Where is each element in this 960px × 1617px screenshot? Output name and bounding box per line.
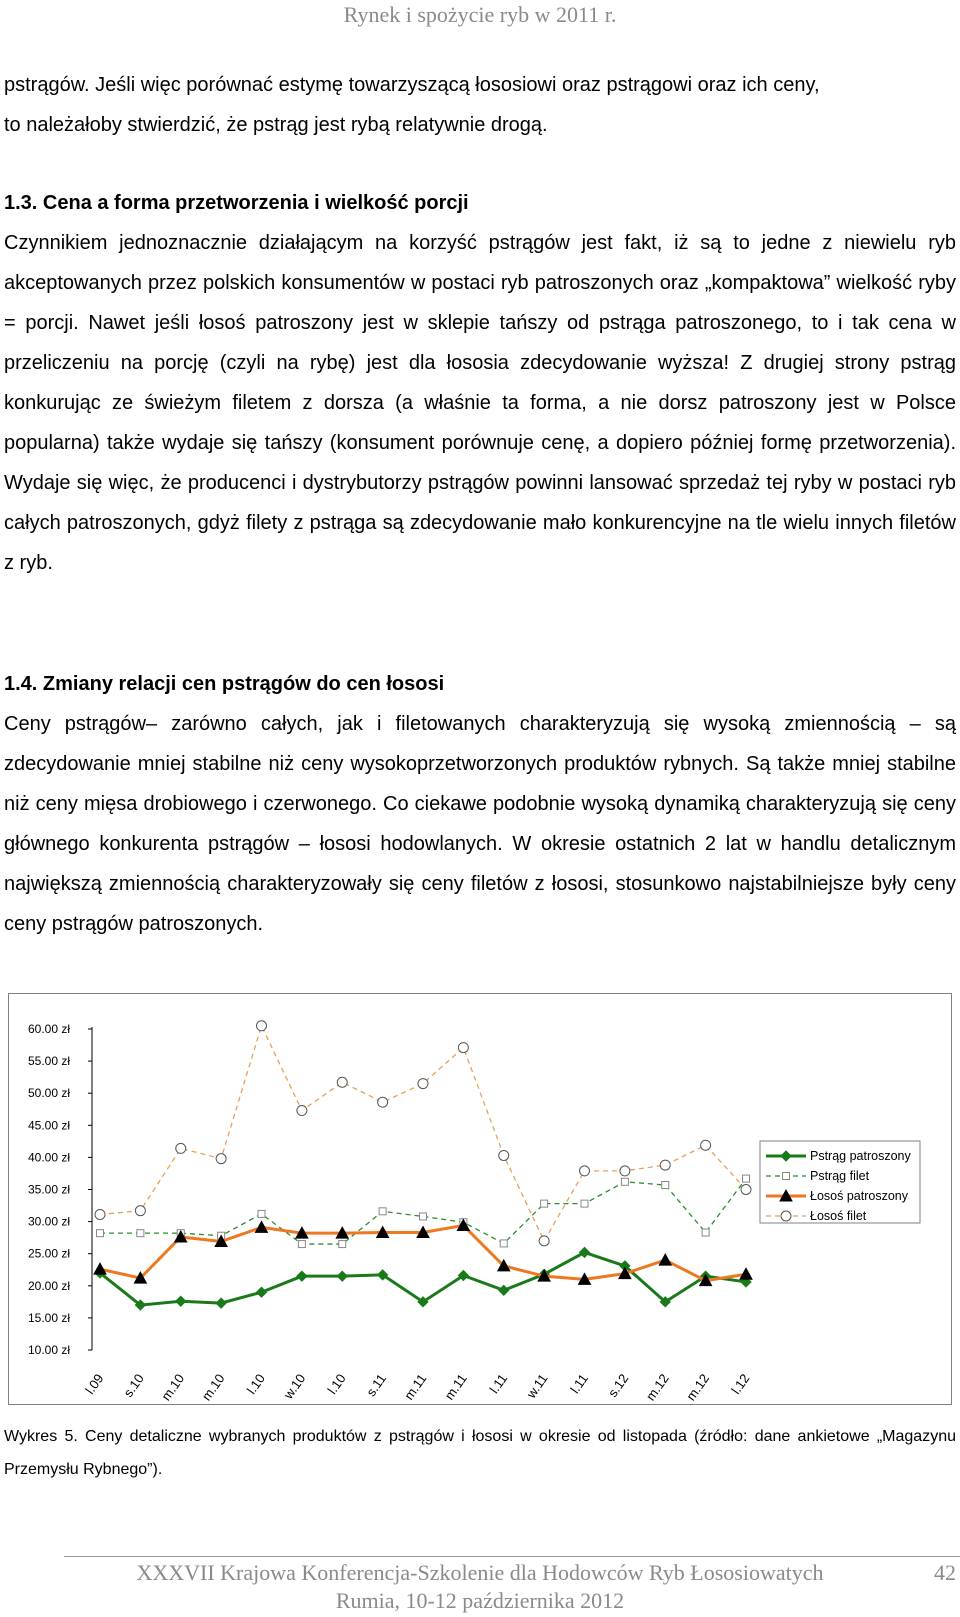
legend-label: Łosoś filet xyxy=(810,1209,867,1223)
data-point xyxy=(741,1185,751,1195)
x-tick-label: s.10 xyxy=(120,1371,147,1400)
data-point xyxy=(216,1154,226,1164)
section-1-3 xyxy=(4,183,956,583)
legend-label: Pstrąg patroszony xyxy=(810,1149,911,1163)
x-tick-label: m.11 xyxy=(401,1371,430,1403)
y-tick-label: 60.00 zł xyxy=(27,1022,70,1036)
x-tick-label: m.10 xyxy=(158,1371,188,1404)
x-tick-label: m.10 xyxy=(198,1371,228,1404)
data-point xyxy=(420,1213,427,1220)
data-point xyxy=(258,1210,265,1217)
data-point xyxy=(580,1166,590,1176)
data-point xyxy=(541,1200,548,1207)
page-number: 42 xyxy=(934,1560,956,1585)
y-tick-label: 15.00 zł xyxy=(27,1310,70,1325)
section-heading: 1.3. Cena a forma przetworzenia i wielkość porcji xyxy=(4,192,469,214)
data-point xyxy=(378,1097,388,1107)
x-tick-label: l.10 xyxy=(243,1371,268,1397)
data-point xyxy=(660,1160,670,1170)
footer-place-date: Rumia, 10-12 października 2012 xyxy=(335,1588,625,1613)
data-point xyxy=(539,1236,549,1246)
y-tick-label: 30.00 zł xyxy=(27,1214,70,1229)
data-point xyxy=(662,1182,669,1189)
y-tick-label: 35.00 zł xyxy=(27,1182,70,1197)
price-chart-svg xyxy=(8,993,952,1405)
legend-label: Łosoś patroszony xyxy=(810,1189,908,1203)
y-tick-label: 25.00 zł xyxy=(27,1246,70,1261)
section-1-4 xyxy=(4,664,956,944)
data-point xyxy=(135,1206,145,1216)
x-tick-label: m.11 xyxy=(441,1371,470,1403)
data-point xyxy=(337,1077,347,1087)
x-tick-label: l.10 xyxy=(324,1371,349,1397)
x-tick-label: l.12 xyxy=(728,1371,753,1397)
figure-caption xyxy=(4,1420,956,1486)
price-chart xyxy=(8,993,952,1405)
x-tick-label: l.11 xyxy=(486,1371,511,1397)
y-tick-label: 40.00 zł xyxy=(27,1150,70,1165)
section-heading: 1.4. Zmiany relacji cen pstrągów do cen łososi xyxy=(4,673,445,695)
data-point xyxy=(257,1021,267,1031)
x-tick-label: m.12 xyxy=(642,1371,672,1404)
legend-marker xyxy=(783,1173,790,1180)
running-header: Rynek i spożycie ryb w 2011 r. xyxy=(343,2,617,27)
data-point xyxy=(500,1240,507,1247)
y-tick-label: 55.00 zł xyxy=(27,1054,70,1069)
intro-paragraph xyxy=(4,65,956,145)
x-tick-label: l.11 xyxy=(567,1371,591,1397)
y-tick-label: 50.00 zł xyxy=(27,1086,70,1101)
x-tick-label: m.12 xyxy=(683,1371,713,1404)
data-point xyxy=(701,1140,711,1150)
data-point xyxy=(458,1043,468,1053)
data-point xyxy=(379,1208,386,1215)
x-tick-label: w.11 xyxy=(523,1371,551,1401)
data-point xyxy=(137,1230,144,1237)
data-point xyxy=(418,1079,428,1089)
data-point xyxy=(581,1200,588,1207)
data-point xyxy=(702,1229,709,1236)
x-tick-label: s.11 xyxy=(363,1371,390,1400)
x-tick-label: s.12 xyxy=(604,1371,632,1400)
footer-conference: XXXVII Krajowa Konferencja-Szkolenie dla Hodowców Ryb Łososiowatych xyxy=(136,1560,824,1585)
x-tick-label: w.10 xyxy=(280,1371,309,1402)
data-point xyxy=(176,1143,186,1153)
x-tick-label: l.09 xyxy=(82,1371,107,1397)
intro-line-1: pstrągów. Jeśli więc porównać estymę towarzyszącą łososiowi oraz pstrągowi oraz ich ceny, xyxy=(4,74,820,96)
caption-text: Wykres 5. Ceny detaliczne wybranych produktów z pstrągów i łososi w okresie od listopada (źródło: dane ankietowe „Magazynu Przemysłu Rybnego”). xyxy=(4,1428,956,1478)
legend-marker xyxy=(781,1211,791,1221)
y-tick-label: 45.00 zł xyxy=(27,1118,70,1133)
y-tick-label: 10.00 zł xyxy=(27,1343,70,1357)
data-point xyxy=(620,1166,630,1176)
data-point xyxy=(297,1106,307,1116)
footer-divider xyxy=(64,1556,960,1557)
data-point xyxy=(95,1210,105,1220)
section-body: Ceny pstrągów– zarówno całych, jak i filetowanych charakteryzują się wysoką zmiennością – są zdecydowanie mniej stabilne niż ceny wysokoprzetworzonych produktów rybnych. Są także mniej stabilne niż ceny mięsa drobiowego i czerwonego. Co ciekawe podobnie wysoką dynamiką charakteryzują się ceny głównego konkurenta pstrągów – łososi hodowlanych. W okresie ostatnich 2 lat w handlu detalicznym największą zmiennością charakteryzowały się ceny filetów z łososi, stosunkowo najstabilniejsze były ceny ceny pstrągów patroszonych. xyxy=(4,713,956,935)
data-point xyxy=(97,1230,104,1237)
legend-label: Pstrąg filet xyxy=(810,1169,870,1183)
section-body: Czynnikiem jednoznacznie działającym na korzyść pstrągów jest fakt, iż są to jedne z niewielu ryb akceptowanych przez polskich konsumentów w postaci ryb patroszonych oraz „kompaktowa” wielkość ryby = porcji. Nawet jeśli łosoś patroszony jest w sklepie tańszy od pstrąga patroszonego, to i tak cena w przeliczeniu na porcję (czyli na rybę) jest dla łososia zdecydowanie wyższa! Z drugiej strony pstrąg konkurując ze świeżym filetem z dorsza (a właśnie ta forma, a nie dorsz patroszony jest w Polsce popularna) także wydaje się tańszy (konsument porównuje cenę, a dopiero później formę przetworzenia). Wydaje się więc, że producenci i dystrybutorzy pstrągów powinni lansować sprzedaż tej ryby w postaci ryb całych patroszonych, gdyż filety z pstrąga są zdecydowanie mało konkurencyjne na tle wielu innych filetów z ryb. xyxy=(4,232,956,574)
data-point xyxy=(621,1178,628,1185)
data-point xyxy=(298,1241,305,1248)
data-point xyxy=(499,1150,509,1160)
data-point xyxy=(743,1175,750,1182)
y-tick-label: 20.00 zł xyxy=(27,1278,70,1293)
data-point xyxy=(339,1241,346,1248)
intro-line-2: to należałoby stwierdzić, że pstrąg jest rybą relatywnie drogą. xyxy=(4,114,548,136)
